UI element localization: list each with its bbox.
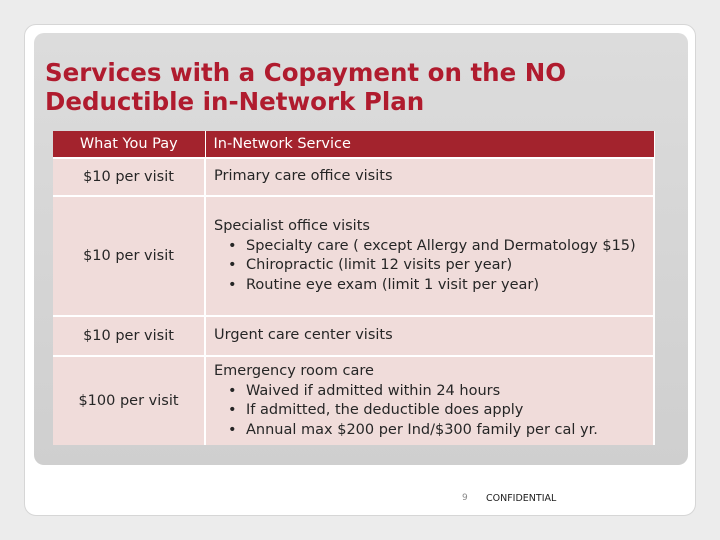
slide-title-line-2: Deductible in-Network Plan [45,87,425,116]
copay-table [53,131,655,445]
service-title: Primary care office visits [214,168,393,185]
service-title: Emergency room care [214,363,374,379]
header-in-network-service: In-Network Service [205,131,654,158]
service-bullet-list [214,237,645,296]
row-pay-cell: $10 per visit [53,158,205,196]
page-number: 9 [462,493,468,503]
service-bullet: • Specialty care ( except Allergy and Dermatology $15) [228,237,645,257]
row-service-cell [205,158,654,196]
service-title: Specialist office visits [214,218,370,234]
confidential-label: CONFIDENTIAL [486,493,557,504]
table-row [53,158,654,196]
table-row [53,196,654,316]
table-header-row [53,131,654,158]
row-service-cell [205,356,654,445]
slide-title-line-1: Services with a Copayment on the NO [45,58,567,87]
table-row [53,356,654,445]
row-pay-cell: $10 per visit [53,316,205,356]
row-service-cell [205,196,654,316]
service-bullet: • Annual max $200 per Ind/$300 family per cal yr. [228,421,645,441]
slide-title [45,58,685,116]
row-pay-cell: $10 per visit [53,196,205,316]
service-bullet: • Waived if admitted within 24 hours [228,382,645,402]
service-bullet: • Routine eye exam (limit 1 visit per year) [228,276,645,296]
header-what-you-pay: What You Pay [53,131,205,158]
service-bullet-list [214,382,645,441]
table-row [53,316,654,356]
service-bullet: • Chiropractic (limit 12 visits per year) [228,256,645,276]
row-pay-cell: $100 per visit [53,356,205,445]
row-service-cell [205,316,654,356]
service-title: Urgent care center visits [214,327,393,344]
service-bullet: • If admitted, the deductible does apply [228,401,645,421]
